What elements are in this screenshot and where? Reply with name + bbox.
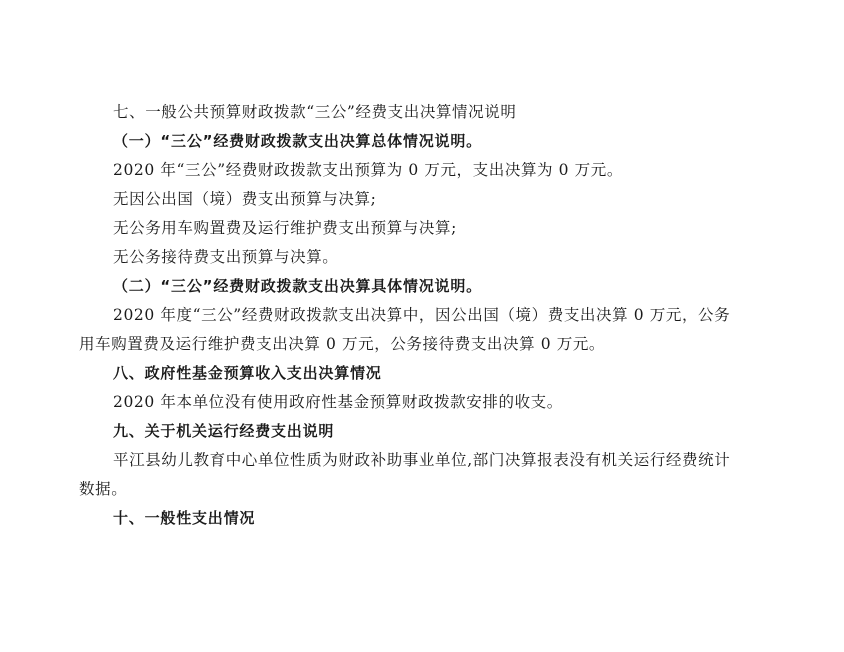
paragraph-vehicles: 无公务用车购置费及运行维护费支出预算与决算; (113, 219, 457, 237)
section-10-heading: 十、一般性支出情况 (113, 509, 256, 527)
paragraph-agency-line-1: 平江县幼儿教育中心单位性质为财政补助事业单位,部门决算报表没有机关运行经费统计 (113, 451, 731, 469)
paragraph-detail-line-2: 用车购置费及运行维护费支出决算 0 万元，公务接待费支出决算 0 万元。 (79, 335, 606, 353)
section-7-heading: 七、一般公共预算财政拨款“三公”经费支出决算情况说明 (113, 103, 517, 121)
subsection-1-heading: （一）“三公”经费财政拨款支出决算总体情况说明。 (113, 132, 482, 150)
paragraph-reception: 无公务接待费支出预算与决算。 (113, 248, 339, 266)
paragraph-overseas: 无因公出国（境）费支出预算与决算; (113, 190, 377, 208)
section-9-heading: 九、关于机关运行经费支出说明 (113, 422, 335, 440)
paragraph-agency-line-2: 数据。 (79, 480, 128, 498)
subsection-2-heading: （二）“三公”经费财政拨款支出决算具体情况说明。 (113, 277, 482, 295)
section-8-heading: 八、政府性基金预算收入支出决算情况 (113, 364, 382, 382)
paragraph-detail-line-1: 2020 年度“三公”经费财政拨款支出决算中，因公出国（境）费支出决算 0 万元，公务 (113, 306, 731, 324)
paragraph-budget-summary: 2020 年“三公”经费财政拨款支出预算为 0 万元，支出决算为 0 万元。 (113, 161, 623, 179)
paragraph-government-fund: 2020 年本单位没有使用政府性基金预算财政拨款安排的收支。 (113, 393, 563, 411)
